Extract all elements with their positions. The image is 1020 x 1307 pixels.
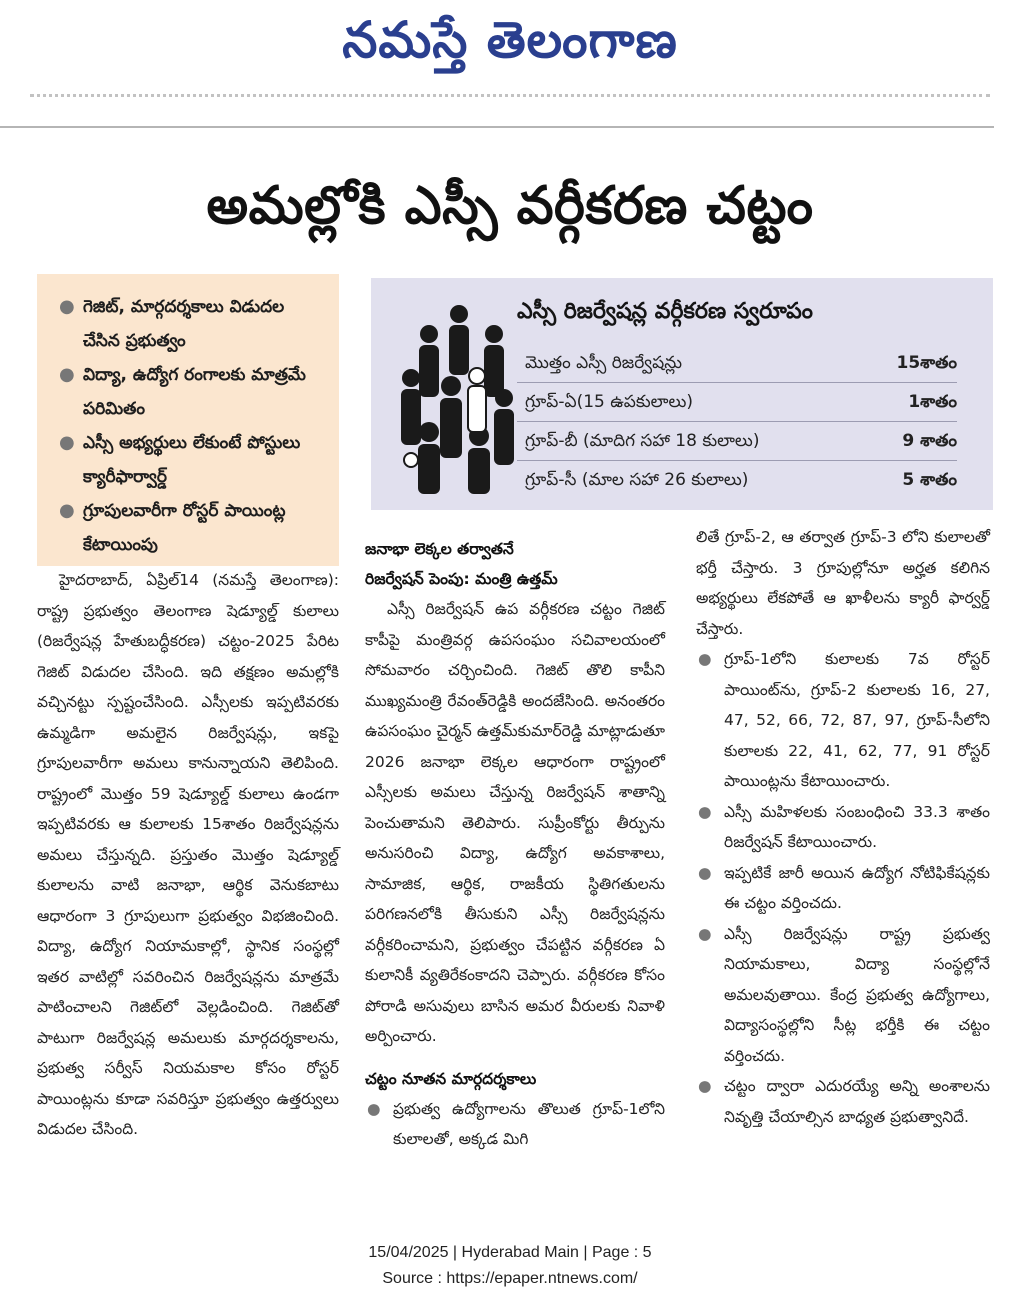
list-item: ● ఎస్సీ రిజర్వేషన్లు రాష్ట్ర ప్రభుత్వ నియామకాలు, విద్యా సంస్థల్లోనే అమలవుతాయి. కేంద్ర ప్రభుత్వ ఉద్యోగాలు, విద్యాసంస్థల్లోని సీట్ల భర్తీకి ఈ చట్టం వర్తించదు. bbox=[696, 919, 990, 1072]
guidelines-list bbox=[696, 644, 990, 1132]
row-value: 9 శాతం bbox=[902, 431, 957, 451]
subheading: చట్టం నూతన మార్గదర్శకాలు bbox=[365, 1069, 537, 1088]
masthead bbox=[0, 0, 1020, 126]
row-value: 15శాతం bbox=[896, 353, 957, 373]
list-item: ● ప్రభుత్వ ఉద్యోగాలను తొలుత గ్రూప్-1లోని కులాలతో, అక్కడ మిగి bbox=[365, 1094, 665, 1155]
people-crowd-icon bbox=[399, 300, 519, 496]
edition-info: 15/04/2025 | Hyderabad Main | Page : 5 bbox=[368, 1244, 652, 1261]
source-link[interactable]: Source : https://epaper.ntnews.com/ bbox=[382, 1270, 638, 1287]
bullet-icon: ● bbox=[698, 924, 712, 943]
article-column-1 bbox=[37, 565, 339, 1145]
bullet-icon: ● bbox=[59, 296, 75, 317]
bullet-icon: ● bbox=[59, 432, 75, 453]
highlight-item: ● విద్యా, ఉద్యోగ రంగాలకు మాత్రమే పరిమితం bbox=[55, 358, 325, 426]
bullet-icon: ● bbox=[698, 1077, 712, 1095]
bullet-icon: ● bbox=[698, 802, 712, 821]
highlights-box bbox=[37, 274, 339, 566]
highlights-list bbox=[55, 290, 325, 562]
row-label: మొత్తం ఎస్సీ రిజర్వేషన్లు bbox=[525, 353, 683, 373]
newspaper-title: నమస్తే తెలంగాణ bbox=[342, 10, 678, 69]
page-footer bbox=[0, 1240, 1020, 1292]
row-label: గ్రూప్-బీ (మాదిగ సహా 18 కులాలు) bbox=[525, 431, 760, 451]
article-column-2 bbox=[365, 534, 665, 1155]
bullet-icon: ● bbox=[698, 863, 712, 882]
list-item: ● చట్టం ద్వారా ఎదురయ్యే అన్ని అంశాలను నివృత్తి చేయాల్సిన బాధ్యత ప్రభుత్వానిదే. bbox=[696, 1071, 990, 1132]
row-label: గ్రూప్-సీ (మాల సహా 26 కులాలు) bbox=[525, 470, 749, 490]
bullet-icon: ● bbox=[698, 650, 712, 668]
bullet-icon: ● bbox=[59, 500, 75, 521]
list-item: ● గ్రూప్-1లోని కులాలకు 7వ రోస్టర్ పాయింట్‌ను, గ్రూప్-2 కులాలకు 16, 27, 47, 52, 66, 72, 87, 97, గ్రూప్-సీలోని కులాలకు 22, 41, 62, 77, 91 రోస్టర్ పాయింట్లను కేటాయించారు. bbox=[696, 644, 990, 797]
table-row bbox=[517, 461, 957, 499]
highlight-item: ● గ్రూపులవారీగా రోస్టర్ పాయింట్ల కేటాయింపు bbox=[55, 494, 325, 562]
table-row bbox=[517, 383, 957, 422]
bullet-icon: ● bbox=[59, 364, 75, 385]
highlight-item: ● ఎస్సీ అభ్యర్థులు లేకుంటే పోస్టులు క్యారీఫార్వార్డ్ bbox=[55, 426, 325, 494]
table-row bbox=[517, 344, 957, 383]
row-label: గ్రూప్-ఏ(15 ఉపకులాలు) bbox=[525, 392, 694, 412]
masthead-strip bbox=[30, 94, 990, 107]
article-body: హైదరాబాద్, ఏప్రిల్14 (నమస్తే తెలంగాణ): రాష్ట్ర ప్రభుత్వం తెలంగాణ షెడ్యూల్డ్ కులాలు (రిజర్వేషన్ల హేతుబద్ధీకరణ) చట్టం-2025 పేరిట గెజిట్ విడుదల చేసింది. ఇది తక్షణం అమల్లోకి వచ్చినట్టు స్పష్టంచేసింది. ఎస్సీలకు ఇప్పటివరకు ఉమ్మడిగా అమలైన రిజర్వేషన్లు, ఇకపై గ్రూపులవారీగా అమలు కానున్నాయని తెలిపింది. రాష్ట్రంలో మొత్తం 59 షెడ్యూల్డ్ కులాలు ఉండగా ఇప్పటివరకు ఆ కులాలకు 15శాతం రిజర్వేషన్లను అమలు చేస్తున్నది. ప్రస్తుతం మొత్తం షెడ్యూల్డ్ కులాలను వాటి జనాభా, ఆర్థిక వెనుకబాటు ఆధారంగా 3 గ్రూపులుగా ప్రభుత్వం విభజించింది. విద్యా, ఉద్యోగ నియామకాల్లో, స్థానిక సంస్థల్లో ఇతర వాటిల్లో సవరించిన రిజర్వేషన్లను మాత్రమే పాటించాలని గెజిట్‌లో వెల్లడించింది. గెజిట్‌తో పాటుగా రిజర్వేషన్ల అమలుకు మార్గదర్శకాలను, ప్రభుత్వ సర్వీస్ నియమకాల కోసం రోస్టర్ పాయింట్లను కూడా సవరిస్తూ ప్రభుత్వం ఉత్తర్వులు విడుదల చేసింది. bbox=[37, 571, 339, 1138]
headline: అమల్లోకి ఎస్సీ వర్గీకరణ చట్టం bbox=[206, 176, 814, 236]
infobox-title: ఎస్సీ రిజర్వేషన్ల వర్గీకరణ స్వరూపం bbox=[517, 299, 813, 324]
subheading: జనాభా లెక్కల తర్వాతనే bbox=[365, 540, 514, 558]
row-value: 5 శాతం bbox=[902, 470, 957, 490]
table-row bbox=[517, 422, 957, 461]
masthead-divider bbox=[0, 126, 994, 128]
subheading: రిజర్వేషన్ పెంపు: మంత్రి ఉత్తమ్ bbox=[365, 570, 558, 588]
bullet-icon: ● bbox=[367, 1099, 381, 1118]
infobox-table bbox=[517, 344, 957, 499]
guidelines-list bbox=[365, 1094, 665, 1155]
highlight-item: ● గెజిట్, మార్గదర్శకాలు విడుదల చేసిన ప్రభుత్వం bbox=[55, 290, 325, 358]
row-value: 1శాతం bbox=[908, 392, 957, 412]
article-body: ఎస్సీ రిజర్వేషన్ ఉప వర్గీకరణ చట్టం గెజిట్ కాపీపై మంత్రివర్గ ఉపసంఘం సచివాలయంలో సోమవారం చర్చించింది. గెజిట్ తొలి కాపీని ముఖ్యమంత్రి రేవంత్‌రెడ్డికి అందజేసింది. అనంతరం ఉపసంఘం చైర్మన్ ఉత్తమ్‌కుమార్‌రెడ్డి మాట్లాడుతూ 2026 జనాభా లెక్కల ఆధారంగా రాష్ట్రంలో ఎస్సీలకు అమలు చేస్తున్న రిజర్వేషన్ శాతాన్ని పెంచుతామని తెలిపారు. సుప్రీంకోర్టు తీర్పును అనుసరించి విద్యా, ఉద్యోగ అవకాశాలు, సామాజిక, ఆర్థిక, రాజకీయ స్థితిగతులను పరిగణనలోకి తీసుకుని ఎస్సీ రిజర్వేషన్లను వర్గీకరించామని, ప్రభుత్వం చేపట్టిన వర్గీకరణ ఏ కులానికీ వ్యతిరేకంకాదని చెప్పారు. వర్గీకరణ కోసం పోరాడి అసువులు బాసిన అమర వీరులకు నివాళి అర్పించారు. bbox=[365, 600, 665, 1045]
article-column-3 bbox=[696, 522, 990, 1132]
reservation-infobox bbox=[371, 278, 993, 510]
list-item: ● ఇప్పటికే జారీ అయిన ఉద్యోగ నోటిఫికేషన్లకు ఈ చట్టం వర్తించదు. bbox=[696, 858, 990, 919]
list-item: ● ఎస్సీ మహిళలకు సంబంధించి 33.3 శాతం రిజర్వేషన్ కేటాయించారు. bbox=[696, 797, 990, 858]
article-body: లితే గ్రూప్-2, ఆ తర్వాత గ్రూప్-3 లోని కులాలతో భర్తీ చేస్తారు. 3 గ్రూపుల్లోనూ అర్హత కలిగిన అభ్యర్థులు లేకపోతే ఆ ఖాళీలను క్యారీ ఫార్వర్డ్ చేస్తారు. bbox=[696, 528, 990, 638]
